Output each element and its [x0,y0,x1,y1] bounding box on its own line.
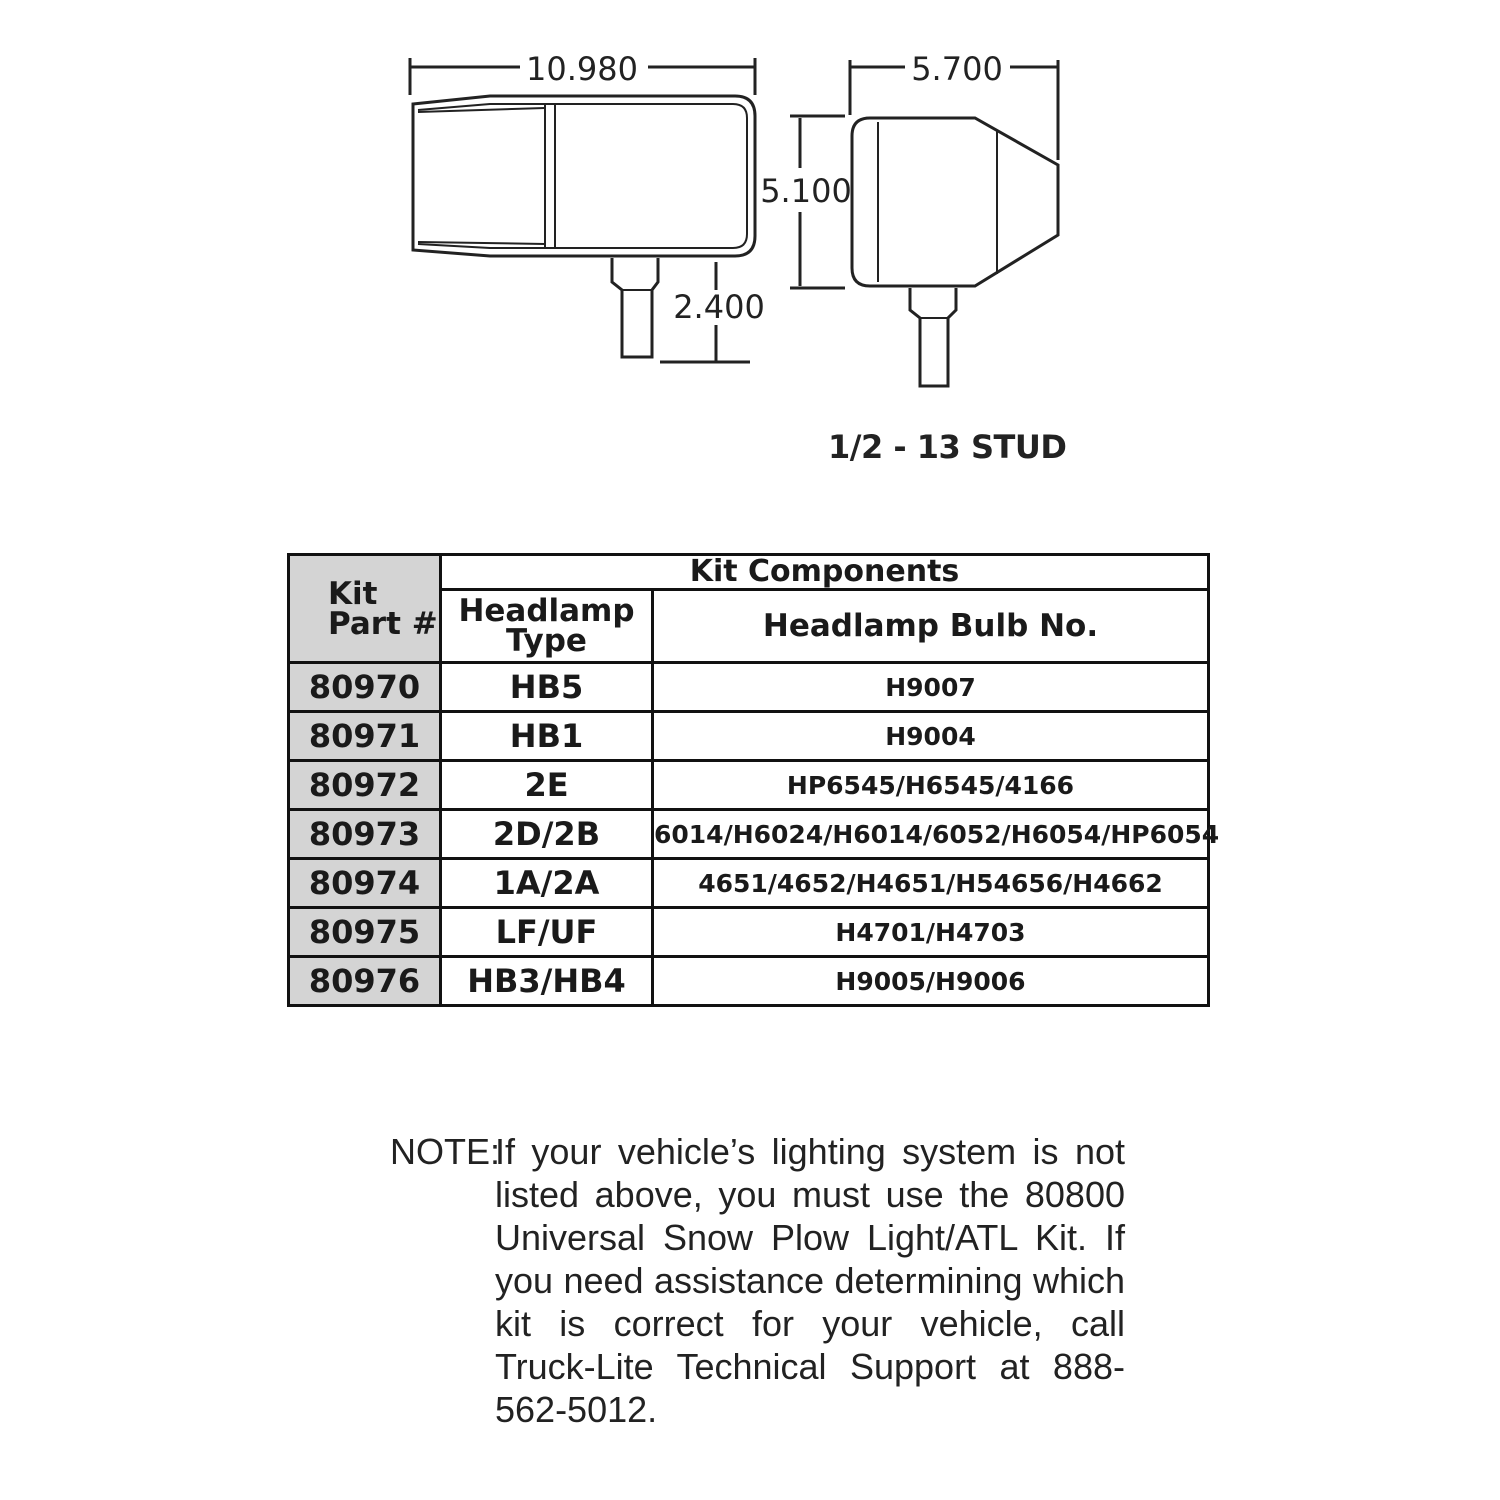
kit-part-number: 80971 [289,712,441,761]
headlamp-type: 1A/2A [441,859,653,908]
bulb-number: H4701/H4703 [653,908,1209,957]
table-row [289,810,1209,859]
stud-label: 1/2 - 13 STUD [828,428,1067,466]
table-row [289,761,1209,810]
bulb-number: 6014/H6024/H6014/6052/H6054/HP6054 [653,810,1209,859]
headlamp-type: HB1 [441,712,653,761]
bulb-number: 4651/4652/H4651/H54656/H4662 [653,859,1209,908]
headlamp-type: 2E [441,761,653,810]
dim-width: 10.980 [526,50,638,88]
front-view-stud [612,258,658,357]
kit-part-number: 80974 [289,859,441,908]
kit-part-number: 80976 [289,957,441,1006]
kit-part-number: 80975 [289,908,441,957]
header-kit-part: Kit Part # [289,555,441,663]
note-label: NOTE: [390,1131,501,1172]
bulb-number: H9007 [653,663,1209,712]
table-row [289,957,1209,1006]
headlamp-type: LF/UF [441,908,653,957]
dim-height: 5.100 [760,172,852,210]
note-text: If your vehicle’s lighting system is not listed above, you must use the 80800 Universal Snow Plow Light/ATL Kit. If you need assistance determining which kit is correct for your vehicle, call Truck-Lite Technical Support at 888-562-5012. [495,1131,1125,1430]
dim-mount: 2.400 [673,288,765,326]
bulb-number: H9004 [653,712,1209,761]
kit-part-number: 80970 [289,663,441,712]
kit-components-table [287,553,1220,1007]
table-row [289,663,1209,712]
headlamp-type: 2D/2B [441,810,653,859]
bulb-number: HP6545/H6545/4166 [653,761,1209,810]
header-headlamp-type: Headlamp Type [441,590,653,663]
kit-part-number: 80972 [289,761,441,810]
headlamp-type: HB3/HB4 [441,957,653,1006]
kit-part-number: 80973 [289,810,441,859]
side-view-stud [910,288,956,386]
table-row [289,859,1209,908]
dim-depth: 5.700 [911,50,1003,88]
header-kit-components: Kit Components [441,555,1209,590]
header-bulb-no: Headlamp Bulb No. [653,590,1209,663]
front-view-housing [413,96,755,256]
table-row [289,908,1209,957]
headlamp-type: HB5 [441,663,653,712]
headlamp-dimension-drawing [0,0,1500,520]
bulb-number: H9005/H9006 [653,957,1209,1006]
table-row [289,712,1209,761]
side-view-housing [852,118,1058,286]
